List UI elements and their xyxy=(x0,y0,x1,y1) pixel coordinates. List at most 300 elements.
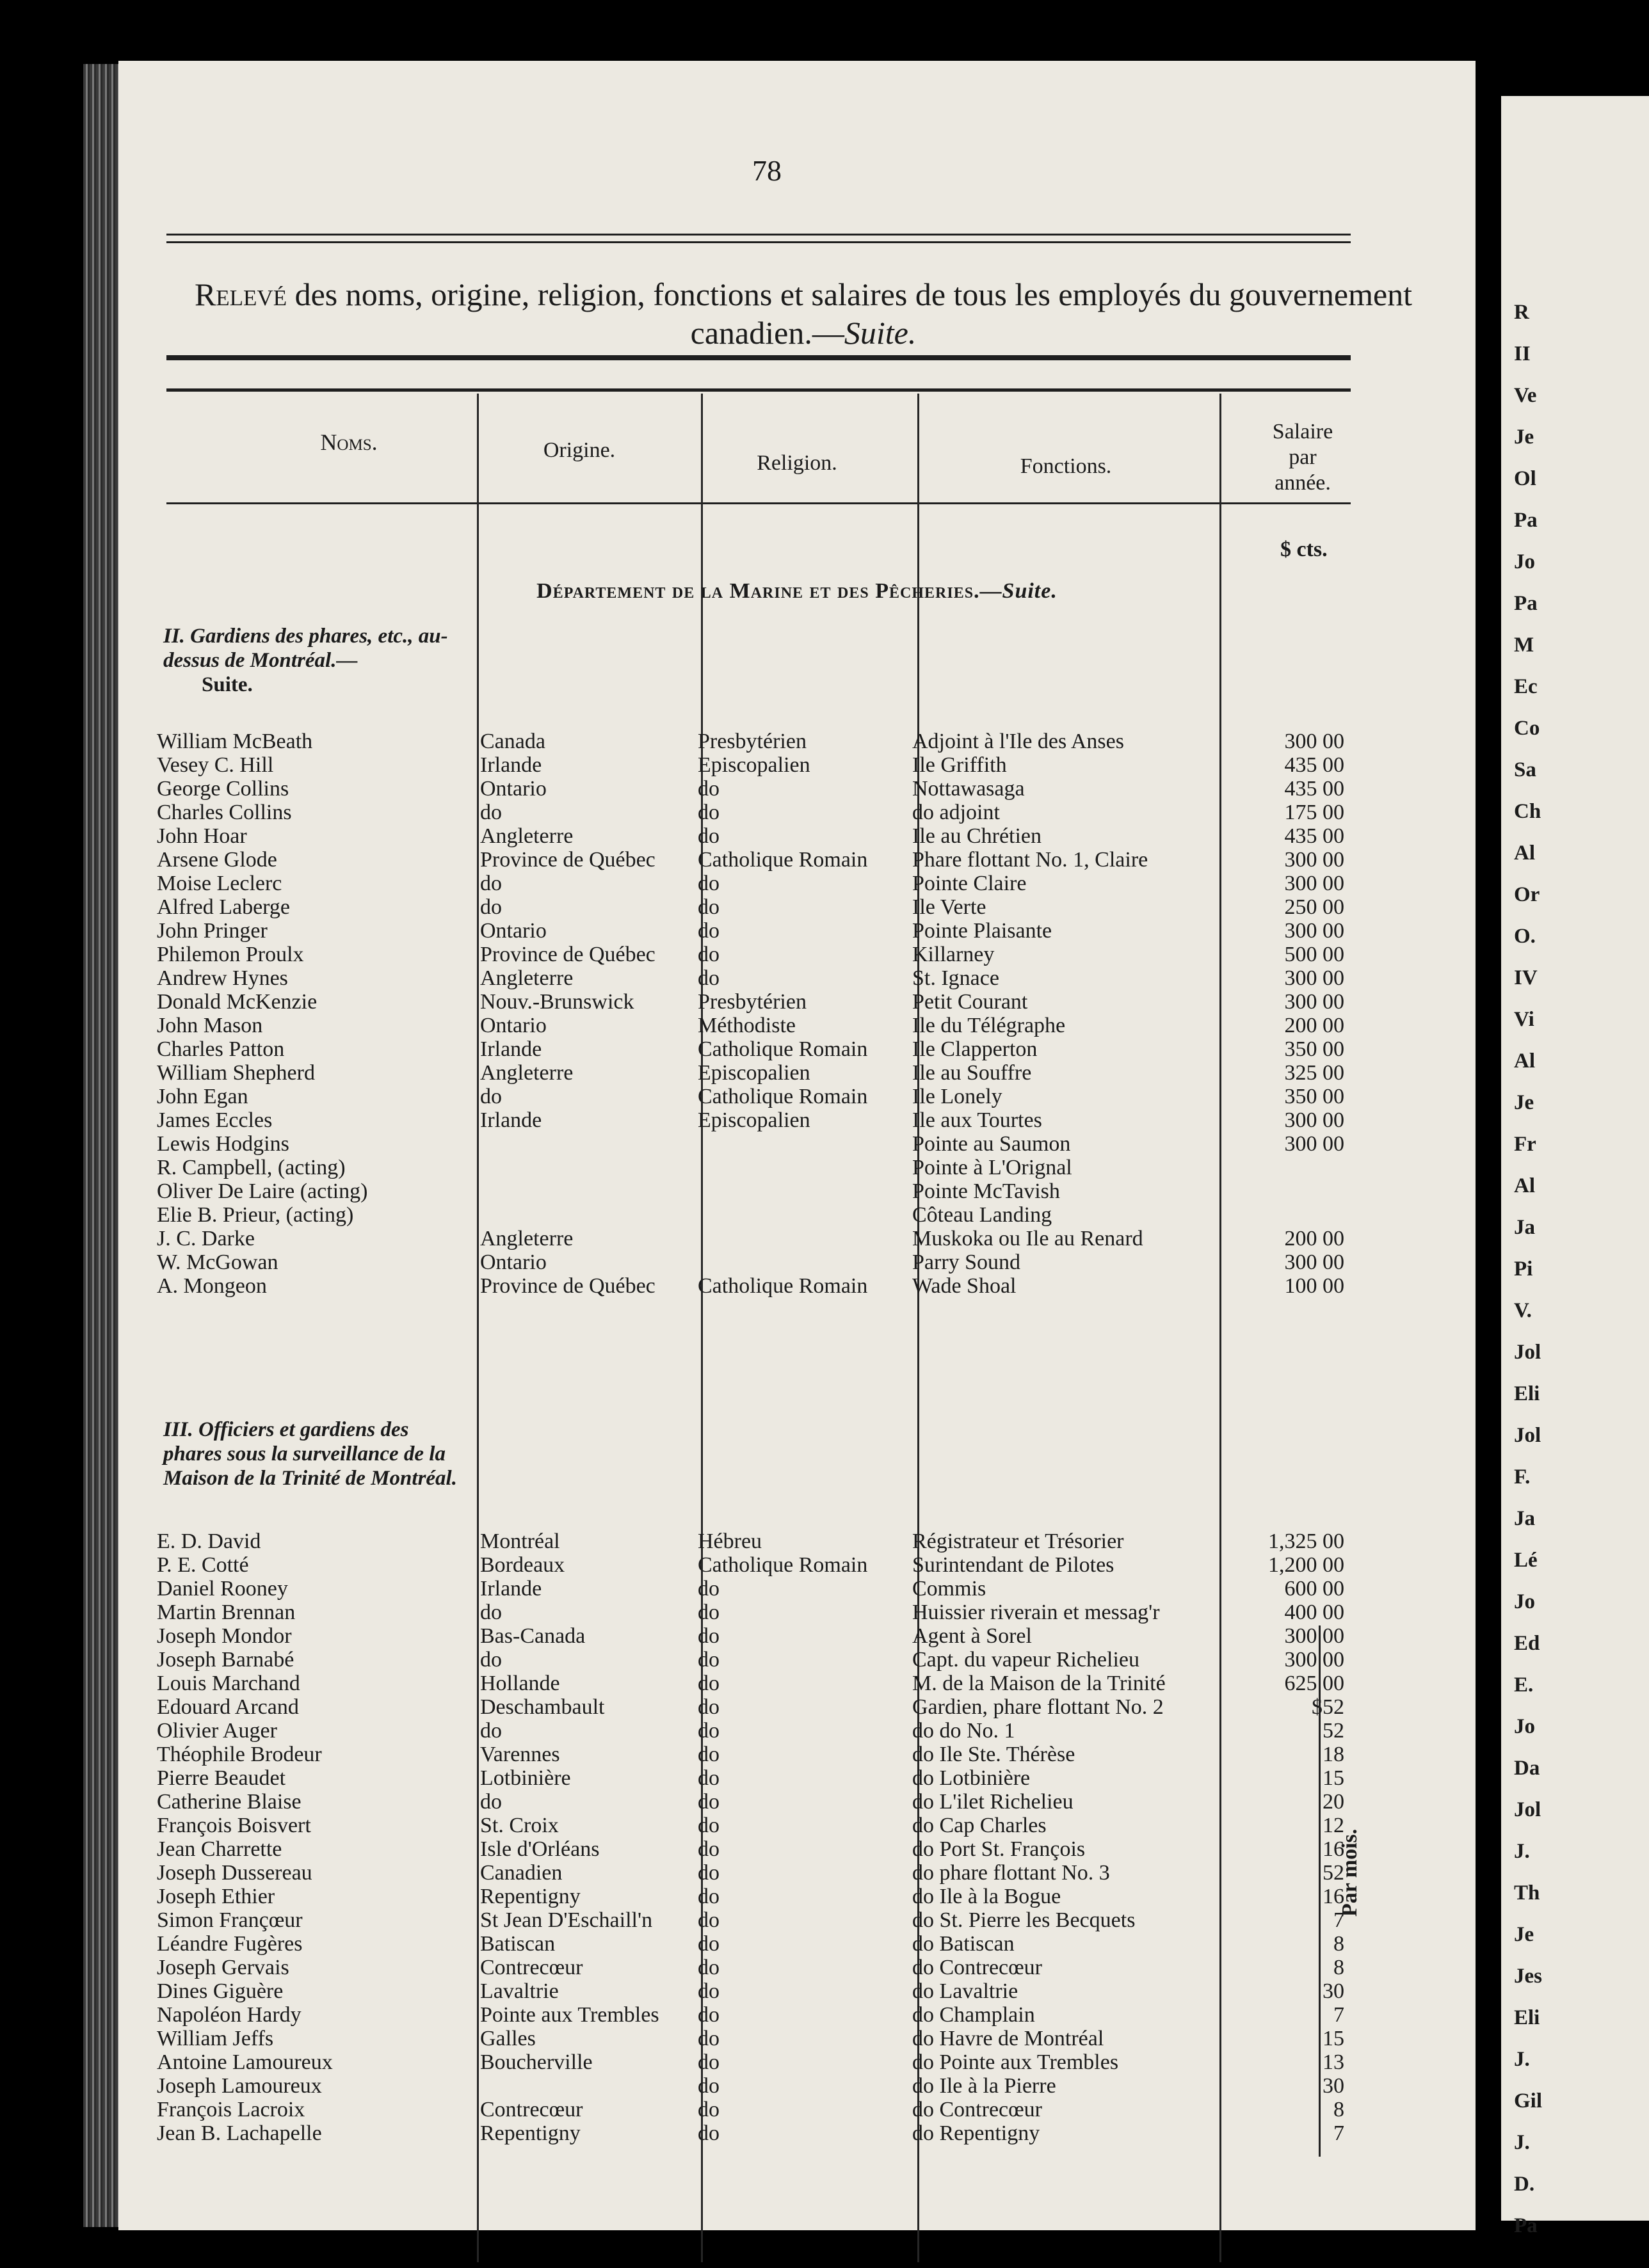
cell-salaire: 300 00 xyxy=(1284,1624,1344,1648)
cell-religion: Presbytérien xyxy=(698,990,807,1014)
cell-origine: Isle d'Orléans xyxy=(480,1837,600,1861)
table-row xyxy=(118,2003,1476,2027)
table-row xyxy=(118,1227,1476,1251)
cell-name: John Mason xyxy=(157,1014,263,1037)
next-page-fragment: Al xyxy=(1514,842,1535,865)
cell-religion: do xyxy=(698,1956,720,1979)
cell-religion: Catholique Romain xyxy=(698,1037,868,1061)
cell-religion: do xyxy=(698,2003,720,2027)
table-row xyxy=(118,1743,1476,1767)
cell-salaire: 175 00 xyxy=(1284,801,1344,824)
header-noms: Noms. xyxy=(320,429,378,455)
cell-religion: Catholique Romain xyxy=(698,1553,868,1577)
cell-origine: Irlande xyxy=(480,753,542,777)
cell-fonction: Ile Lonely xyxy=(912,1085,1002,1108)
cell-salaire: 52 xyxy=(1323,1861,1344,1885)
cell-origine: Bas-Canada xyxy=(480,1624,586,1648)
header-rule-top xyxy=(166,388,1351,392)
cell-origine: do xyxy=(480,895,502,919)
cell-origine: Deschambault xyxy=(480,1695,605,1719)
table-row xyxy=(118,730,1476,754)
cell-fonction: Phare flottant No. 1, Claire xyxy=(912,848,1148,872)
cell-name: Catherine Blaise xyxy=(157,1790,302,1814)
cell-fonction: do Cap Charles xyxy=(912,1814,1047,1837)
cell-salaire: 12 xyxy=(1323,1814,1344,1837)
next-page-fragment: Pi xyxy=(1514,1258,1533,1281)
cell-salaire: 250 00 xyxy=(1284,895,1344,919)
title-rest: des noms, origine, religion, fonctions et salaires de tous les employés du gouvernement canadien.— xyxy=(287,276,1413,351)
table-row xyxy=(118,2074,1476,2098)
cell-religion: do xyxy=(698,801,720,824)
cell-salaire: 16 xyxy=(1323,1885,1344,1908)
next-page-fragment: IV xyxy=(1514,966,1538,989)
cell-name: Oliver De Laire (acting) xyxy=(157,1179,368,1203)
cell-fonction: Killarney xyxy=(912,943,995,966)
cell-origine: Province de Québec xyxy=(480,848,656,872)
table-row xyxy=(118,1790,1476,1814)
next-page-fragment: Jo xyxy=(1514,1590,1535,1613)
cell-fonction: do Ile Ste. Thérèse xyxy=(912,1743,1075,1766)
cell-origine: Angleterre xyxy=(480,966,574,990)
table-row xyxy=(118,1156,1476,1180)
cell-religion: do xyxy=(698,2121,720,2145)
next-page-fragment: Ve xyxy=(1514,384,1537,407)
cell-name: Charles Patton xyxy=(157,1037,285,1061)
next-page-fragment: Sa xyxy=(1514,758,1536,781)
cell-origine: St. Croix xyxy=(480,1814,559,1837)
cell-religion: do xyxy=(698,1672,720,1695)
cell-origine: Contrecœur xyxy=(480,1956,583,1979)
cell-religion: do xyxy=(698,1979,720,2003)
cell-religion: do xyxy=(698,2050,720,2074)
cell-salaire: 350 00 xyxy=(1284,1085,1344,1108)
cell-origine: Angleterre xyxy=(480,1061,574,1085)
cell-religion: do xyxy=(698,1885,720,1908)
cell-salaire: 8 xyxy=(1333,2098,1344,2121)
cell-origine: Province de Québec xyxy=(480,943,656,966)
next-page-fragment: Jol xyxy=(1514,1798,1541,1821)
next-page-fragment: Vi xyxy=(1514,1008,1534,1031)
cell-origine: Nouv.-Brunswick xyxy=(480,990,634,1014)
table-row xyxy=(118,1624,1476,1649)
next-page-fragment: J. xyxy=(1514,1840,1530,1863)
cell-religion: Catholique Romain xyxy=(698,1085,868,1108)
cell-name: Vesey C. Hill xyxy=(157,753,274,777)
next-page-fragment: Ed xyxy=(1514,1632,1540,1655)
next-page-fragment: Jol xyxy=(1514,1341,1541,1364)
next-page-fragment: Je xyxy=(1514,1923,1534,1946)
next-page-fragment: Eli xyxy=(1514,2006,1540,2029)
cell-fonction: St. Ignace xyxy=(912,966,999,990)
cell-fonction: Ile du Télégraphe xyxy=(912,1014,1066,1037)
table-row xyxy=(118,1250,1476,1275)
page-title xyxy=(144,275,1463,352)
department-suite: Suite. xyxy=(1002,579,1058,603)
next-page-fragment: Al xyxy=(1514,1050,1535,1073)
table-row xyxy=(118,1085,1476,1109)
cell-fonction: M. de la Maison de la Trinité xyxy=(912,1672,1166,1695)
table-row xyxy=(118,1695,1476,1720)
cell-origine: Hollande xyxy=(480,1672,560,1695)
cell-salaire: 7 xyxy=(1333,2121,1344,2145)
cell-name: Dines Giguère xyxy=(157,1979,284,2003)
per-month-label: Par mois. xyxy=(1338,1828,1362,1917)
cell-fonction: do Contrecœur xyxy=(912,2098,1043,2121)
page-number: 78 xyxy=(752,154,782,187)
cell-fonction: do Ile à la Pierre xyxy=(912,2074,1056,2098)
next-page-fragment: Ch xyxy=(1514,800,1541,823)
header-rule-thick xyxy=(166,355,1351,360)
header-origine: Origine. xyxy=(543,438,616,462)
cell-origine: Lotbinière xyxy=(480,1766,571,1790)
cell-fonction: do Contrecœur xyxy=(912,1956,1043,1979)
cell-fonction: do phare flottant No. 3 xyxy=(912,1861,1110,1885)
cell-fonction: Pointe à L'Orignal xyxy=(912,1156,1072,1179)
table-row xyxy=(118,801,1476,825)
cell-fonction: Ile au Chrétien xyxy=(912,824,1042,848)
cell-name: William Shepherd xyxy=(157,1061,315,1085)
cell-salaire: 300 00 xyxy=(1284,1132,1344,1156)
cell-fonction: Nottawasaga xyxy=(912,777,1025,801)
table-row xyxy=(118,1908,1476,1933)
next-page-fragment: J. xyxy=(1514,2131,1530,2154)
cell-religion: do xyxy=(698,1695,720,1719)
cell-fonction: do Port St. François xyxy=(912,1837,1086,1861)
next-page-fragment: Jo xyxy=(1514,1715,1535,1738)
next-page-fragment: Lé xyxy=(1514,1549,1538,1572)
cell-religion: do xyxy=(698,1577,720,1601)
cell-salaire: 600 00 xyxy=(1284,1577,1344,1601)
cell-name: François Boisvert xyxy=(157,1814,311,1837)
cell-religion: do xyxy=(698,2074,720,2098)
cell-salaire: 300 00 xyxy=(1284,848,1344,872)
cell-fonction: Muskoka ou Ile au Renard xyxy=(912,1227,1143,1250)
next-page-fragment: E. xyxy=(1514,1673,1534,1697)
book-spine xyxy=(83,64,122,2227)
next-page-fragment: Pa xyxy=(1514,2214,1538,2237)
cell-origine: Contrecœur xyxy=(480,2098,583,2121)
table-row xyxy=(118,1837,1476,1862)
cell-name: Martin Brennan xyxy=(157,1601,296,1624)
cell-origine: do xyxy=(480,1085,502,1108)
cell-name: Donald McKenzie xyxy=(157,990,318,1014)
cell-origine: do xyxy=(480,1648,502,1672)
cell-religion: do xyxy=(698,1601,720,1624)
table-row xyxy=(118,848,1476,872)
table-row xyxy=(118,1861,1476,1885)
section-iii-heading: III. Officiers et gardiens des phares sous la surveillance de la Maison de la Trinité de Montréal. xyxy=(163,1418,457,1490)
cell-religion: Hébreu xyxy=(698,1529,762,1553)
cell-origine: Irlande xyxy=(480,1577,542,1601)
cell-name: Philemon Proulx xyxy=(157,943,304,966)
header-salaire-2: par xyxy=(1289,445,1317,469)
cell-religion: do xyxy=(698,2098,720,2121)
cell-salaire: 435 00 xyxy=(1284,824,1344,848)
header-rule-bottom xyxy=(166,502,1351,504)
cell-salaire: 325 00 xyxy=(1284,1061,1344,1085)
cell-name: Olivier Auger xyxy=(157,1719,277,1743)
next-page-fragment: Th xyxy=(1514,1881,1540,1905)
next-page-fragment: Ec xyxy=(1514,675,1538,698)
table-row xyxy=(118,2121,1476,2146)
table-row xyxy=(118,1061,1476,1085)
table-row xyxy=(118,1108,1476,1133)
next-page-fragment: Ol xyxy=(1514,467,1536,490)
cell-salaire: 100 00 xyxy=(1284,1274,1344,1298)
next-page-fragment: M xyxy=(1514,634,1534,657)
cell-salaire: 300 00 xyxy=(1284,919,1344,943)
cell-fonction: Huissier riverain et messag'r xyxy=(912,1601,1160,1624)
cell-religion: do xyxy=(698,2027,720,2050)
table-row xyxy=(118,1601,1476,1625)
title-lead: Relevé xyxy=(194,276,287,312)
cell-religion: do xyxy=(698,1814,720,1837)
next-page-fragment: Or xyxy=(1514,883,1540,906)
section-ii-suite: Suite. xyxy=(202,673,253,696)
cell-religion: do xyxy=(698,777,720,801)
cell-fonction: Wade Shoal xyxy=(912,1274,1017,1298)
section-ii-title: II. Gardiens des phares, etc., au-dessus de Montréal.— xyxy=(163,625,448,672)
cell-fonction: Capt. du vapeur Richelieu xyxy=(912,1648,1140,1672)
cell-name: R. Campbell, (acting) xyxy=(157,1156,346,1179)
cell-salaire: 300 00 xyxy=(1284,990,1344,1014)
cell-salaire: 16 xyxy=(1323,1837,1344,1861)
cell-name: John Egan xyxy=(157,1085,248,1108)
cell-origine: Province de Québec xyxy=(480,1274,656,1298)
cell-origine: do xyxy=(480,1719,502,1743)
cell-name: Jean B. Lachapelle xyxy=(157,2121,322,2145)
cell-origine: do xyxy=(480,1601,502,1624)
cell-name: John Pringer xyxy=(157,919,268,943)
cell-religion: Episcopalien xyxy=(698,753,810,777)
cell-origine: Boucherville xyxy=(480,2050,593,2074)
cell-fonction: Pointe Plaisante xyxy=(912,919,1052,943)
table-row xyxy=(118,2050,1476,2075)
department-heading xyxy=(118,579,1476,603)
cell-salaire: 20 xyxy=(1323,1790,1344,1814)
cell-salaire: 30 xyxy=(1323,1979,1344,2003)
cell-origine: Pointe aux Trembles xyxy=(480,2003,659,2027)
cell-name: William McBeath xyxy=(157,730,313,753)
cell-salaire: 8 xyxy=(1333,1956,1344,1979)
cell-name: Théophile Brodeur xyxy=(157,1743,322,1766)
cell-salaire: 300 00 xyxy=(1284,1108,1344,1132)
cell-religion: Episcopalien xyxy=(698,1108,810,1132)
cell-fonction: Adjoint à l'Ile des Anses xyxy=(912,730,1124,753)
cell-salaire: 52 xyxy=(1323,1719,1344,1743)
cell-origine: do xyxy=(480,801,502,824)
cell-fonction: do L'ilet Richelieu xyxy=(912,1790,1074,1814)
cell-religion: do xyxy=(698,1719,720,1743)
table-row xyxy=(118,1203,1476,1227)
cell-religion: do xyxy=(698,1743,720,1766)
next-page-fragment: Fr xyxy=(1514,1133,1536,1156)
cell-religion: do xyxy=(698,1766,720,1790)
title-suite: Suite. xyxy=(844,315,917,351)
next-page-fragment: Da xyxy=(1514,1757,1540,1780)
cell-salaire: 350 00 xyxy=(1284,1037,1344,1061)
cell-name: Charles Collins xyxy=(157,801,292,824)
cell-salaire: 200 00 xyxy=(1284,1227,1344,1250)
cell-name: George Collins xyxy=(157,777,289,801)
cell-origine: Montréal xyxy=(480,1529,560,1553)
cell-origine: Repentigny xyxy=(480,1885,581,1908)
top-rule xyxy=(166,234,1351,236)
cell-name: James Eccles xyxy=(157,1108,273,1132)
cell-salaire: 300 00 xyxy=(1284,1648,1344,1672)
section-ii-heading xyxy=(163,624,471,697)
cell-religion: do xyxy=(698,1790,720,1814)
cell-fonction: do adjoint xyxy=(912,801,1000,824)
next-page-fragment: F. xyxy=(1514,1465,1531,1489)
cell-fonction: Agent à Sorel xyxy=(912,1624,1032,1648)
cell-name: Edouard Arcand xyxy=(157,1695,299,1719)
table-row xyxy=(118,1132,1476,1156)
cell-salaire: 400 00 xyxy=(1284,1601,1344,1624)
cell-salaire: 300 00 xyxy=(1284,966,1344,990)
cell-fonction: Pointe Claire xyxy=(912,872,1027,895)
cell-name: Joseph Ethier xyxy=(157,1885,275,1908)
next-page-fragment: Je xyxy=(1514,426,1534,449)
next-page-fragment: Al xyxy=(1514,1174,1535,1197)
cell-fonction: do Ile à la Bogue xyxy=(912,1885,1061,1908)
table-row xyxy=(118,1672,1476,1696)
table-row xyxy=(118,943,1476,967)
cell-origine: St Jean D'Eschaill'n xyxy=(480,1908,653,1932)
cell-name: Moise Leclerc xyxy=(157,872,282,895)
cell-fonction: Ile Griffith xyxy=(912,753,1007,777)
cell-origine: Canada xyxy=(480,730,545,753)
cell-origine: Ontario xyxy=(480,1014,547,1037)
table-row xyxy=(118,990,1476,1014)
next-page-fragment: Jo xyxy=(1514,550,1535,573)
cell-origine: Canadien xyxy=(480,1861,563,1885)
cell-salaire: 300 00 xyxy=(1284,730,1344,753)
next-page-fragment: Eli xyxy=(1514,1382,1540,1405)
header-salaire-3: année. xyxy=(1275,471,1331,495)
cell-fonction: Parry Sound xyxy=(912,1250,1021,1274)
cell-salaire: 13 xyxy=(1323,2050,1344,2074)
header-salaire-1: Salaire xyxy=(1272,420,1333,443)
header-fonctions: Fonctions. xyxy=(1020,454,1112,478)
cell-salaire: 18 xyxy=(1323,1743,1344,1766)
document-page xyxy=(118,61,1476,2230)
header-religion: Religion. xyxy=(757,451,837,475)
cell-salaire: 625 00 xyxy=(1284,1672,1344,1695)
cell-salaire: 15 xyxy=(1323,2027,1344,2050)
cell-origine: Lavaltrie xyxy=(480,1979,559,2003)
cell-name: Joseph Barnabé xyxy=(157,1648,294,1672)
table-row xyxy=(118,1766,1476,1791)
cell-name: Joseph Dussereau xyxy=(157,1861,312,1885)
next-page-fragment: R xyxy=(1514,301,1529,324)
next-page-edge xyxy=(1501,96,1649,2237)
cell-origine: Repentigny xyxy=(480,2121,581,2145)
table-row xyxy=(118,1577,1476,1601)
cell-salaire: 1,325 00 xyxy=(1268,1529,1344,1553)
next-page-fragment: Co xyxy=(1514,717,1540,740)
next-page-fragment: Pa xyxy=(1514,509,1538,532)
next-page-fragment: J. xyxy=(1514,2048,1530,2071)
cell-religion: do xyxy=(698,943,720,966)
cell-fonction: Commis xyxy=(912,1577,986,1601)
cell-origine: Angleterre xyxy=(480,1227,574,1250)
header-salaire xyxy=(1245,419,1360,496)
cell-salaire: 7 xyxy=(1333,2003,1344,2027)
cell-salaire: 435 00 xyxy=(1284,777,1344,801)
cell-religion: Catholique Romain xyxy=(698,1274,868,1298)
cell-religion: do xyxy=(698,872,720,895)
cell-origine: Bordeaux xyxy=(480,1553,565,1577)
cell-religion: do xyxy=(698,824,720,848)
table-row xyxy=(118,777,1476,801)
cell-origine: Irlande xyxy=(480,1108,542,1132)
cell-name: J. C. Darke xyxy=(157,1227,255,1250)
cell-religion: do xyxy=(698,895,720,919)
next-page-fragment: D. xyxy=(1514,2173,1535,2196)
cell-name: Léandre Fugères xyxy=(157,1932,303,1956)
next-page-fragment: Ja xyxy=(1514,1216,1535,1239)
next-page-fragment: O. xyxy=(1514,925,1536,948)
cell-name: Antoine Lamoureux xyxy=(157,2050,333,2074)
cell-origine: Batiscan xyxy=(480,1932,556,1956)
cell-origine: do xyxy=(480,872,502,895)
table-row xyxy=(118,2027,1476,2051)
table-row xyxy=(118,1553,1476,1577)
cell-name: Joseph Lamoureux xyxy=(157,2074,322,2098)
cell-religion: do xyxy=(698,1624,720,1648)
cell-origine: Angleterre xyxy=(480,824,574,848)
cell-religion: Presbytérien xyxy=(698,730,807,753)
cell-name: Joseph Gervais xyxy=(157,1956,289,1979)
cell-fonction: Ile aux Tourtes xyxy=(912,1108,1042,1132)
per-month-bracket xyxy=(1319,1625,1327,2157)
top-rule-2 xyxy=(166,241,1351,243)
cell-origine: Irlande xyxy=(480,1037,542,1061)
cell-name: E. D. David xyxy=(157,1529,261,1553)
cell-religion: do xyxy=(698,1837,720,1861)
cell-religion: do xyxy=(698,1908,720,1932)
cell-origine: do xyxy=(480,1790,502,1814)
cell-name: John Hoar xyxy=(157,824,247,848)
table-row xyxy=(118,824,1476,849)
cell-name: Napoléon Hardy xyxy=(157,2003,302,2027)
table-row xyxy=(118,1956,1476,1980)
cell-salaire: 1,200 00 xyxy=(1268,1553,1344,1577)
next-page-fragment: V. xyxy=(1514,1299,1532,1322)
cell-name: Joseph Mondor xyxy=(157,1624,292,1648)
cell-origine: Ontario xyxy=(480,1250,547,1274)
table-row xyxy=(118,1979,1476,2004)
table-row xyxy=(118,895,1476,920)
table-row xyxy=(118,1719,1476,1743)
cell-name: Lewis Hodgins xyxy=(157,1132,289,1156)
cell-salaire: 300 00 xyxy=(1284,872,1344,895)
cell-origine: Galles xyxy=(480,2027,536,2050)
cell-fonction: Surintendant de Pilotes xyxy=(912,1553,1114,1577)
cell-name: Pierre Beaudet xyxy=(157,1766,286,1790)
table-row xyxy=(118,2098,1476,2122)
cell-name: Elie B. Prieur, (acting) xyxy=(157,1203,354,1227)
table-row xyxy=(118,1932,1476,1956)
cell-salaire: 300 00 xyxy=(1284,1250,1344,1274)
cell-fonction: do Havre de Montréal xyxy=(912,2027,1104,2050)
cell-fonction: Pointe au Saumon xyxy=(912,1132,1071,1156)
table-row xyxy=(118,1179,1476,1204)
cell-religion: Episcopalien xyxy=(698,1061,810,1085)
cell-fonction: Pointe McTavish xyxy=(912,1179,1060,1203)
cell-origine: Ontario xyxy=(480,919,547,943)
